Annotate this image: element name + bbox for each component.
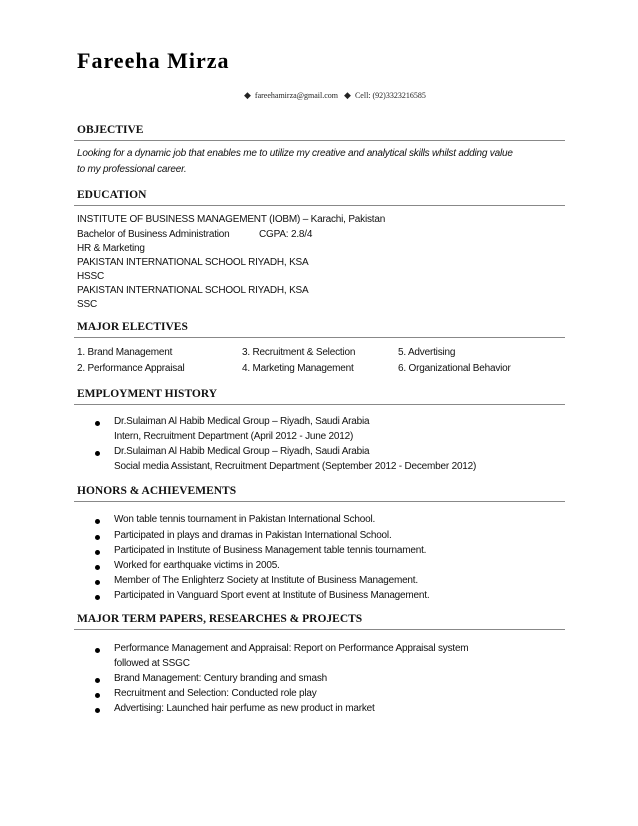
honors-item: Participated in Vanguard Sport event at Institute of Business Management. (114, 590, 430, 601)
education-heading: EDUCATION (77, 189, 147, 201)
projects-heading: MAJOR TERM PAPERS, RESEARCHES & PROJECTS (77, 613, 363, 625)
education-cgpa: CGPA: 2.8/4 (259, 229, 313, 240)
bullet-icon (95, 451, 100, 456)
bullet-icon (95, 535, 100, 540)
bullet-icon (95, 595, 100, 600)
project-line: Performance Management and Appraisal: Report on Performance Appraisal system (114, 643, 469, 654)
objective-line: Looking for a dynamic job that enables me to utilize my creative and analytical skills whilst adding value (77, 148, 513, 159)
bullet-icon (95, 648, 100, 653)
honors-heading: HONORS & ACHIEVEMENTS (77, 485, 237, 497)
education-line: PAKISTAN INTERNATIONAL SCHOOL RIYADH, KSA (77, 257, 309, 268)
objective-line: to my professional career. (77, 164, 187, 175)
employment-line: Dr.Sulaiman Al Habib Medical Group – Riyadh, Saudi Arabia (114, 446, 370, 457)
project-line: Brand Management: Century branding and smash (114, 673, 327, 684)
employment-heading: EMPLOYMENT HISTORY (77, 388, 218, 400)
honors-item: Worked for earthquake victims in 2005. (114, 560, 280, 571)
elective-item: 6. Organizational Behavior (398, 363, 511, 374)
bullet-icon (95, 519, 100, 524)
project-line: followed at SSGC (114, 658, 190, 669)
section-divider (74, 501, 565, 502)
honors-item: Participated in plays and dramas in Pakistan International School. (114, 530, 392, 541)
bullet-icon (95, 565, 100, 570)
section-divider (74, 337, 565, 338)
honors-item: Participated in Institute of Business Management table tennis tournament. (114, 545, 427, 556)
education-line: HSSC (77, 271, 104, 282)
education-line: Bachelor of Business Administration (77, 229, 230, 240)
elective-item: 4. Marketing Management (242, 363, 354, 374)
education-line: INSTITUTE OF BUSINESS MANAGEMENT (IOBM) – Karachi, Pakistan (77, 214, 386, 225)
bullet-icon (95, 421, 100, 426)
contact-line (244, 90, 426, 101)
project-line: Advertising: Launched hair perfume as new product in market (114, 703, 375, 714)
electives-heading: MAJOR ELECTIVES (77, 321, 188, 333)
bullet-icon (95, 708, 100, 713)
section-divider (74, 404, 565, 405)
education-line: HR & Marketing (77, 243, 145, 254)
elective-item: 5. Advertising (398, 347, 456, 358)
diamond-bullet-icon: ◆ (244, 90, 251, 100)
honors-item: Member of The Enlighterz Society at Institute of Business Management. (114, 575, 418, 586)
honors-item: Won table tennis tournament in Pakistan International School. (114, 514, 376, 525)
cell-text: Cell: (92)3323216585 (354, 91, 426, 100)
employment-line: Social media Assistant, Recruitment Department (September 2012 - December 2012) (114, 461, 477, 472)
employment-line: Intern, Recruitment Department (April 2012 - June 2012) (114, 431, 354, 442)
diamond-bullet-icon: ◆ (344, 90, 351, 100)
bullet-icon (95, 693, 100, 698)
section-divider (74, 205, 565, 206)
objective-heading: OBJECTIVE (77, 124, 144, 136)
education-line: SSC (77, 299, 97, 310)
email-text: fareehamirza@gmail.com (254, 91, 339, 100)
elective-item: 2. Performance Appraisal (77, 363, 185, 374)
bullet-icon (95, 678, 100, 683)
candidate-name: Fareeha Mirza (77, 48, 230, 73)
bullet-icon (95, 550, 100, 555)
employment-line: Dr.Sulaiman Al Habib Medical Group – Riyadh, Saudi Arabia (114, 416, 370, 427)
education-line: PAKISTAN INTERNATIONAL SCHOOL RIYADH, KSA (77, 285, 309, 296)
elective-item: 3. Recruitment & Selection (242, 347, 356, 358)
section-divider (74, 629, 565, 630)
section-divider (74, 140, 565, 141)
elective-item: 1. Brand Management (77, 347, 173, 358)
project-line: Recruitment and Selection: Conducted role play (114, 688, 317, 699)
bullet-icon (95, 580, 100, 585)
